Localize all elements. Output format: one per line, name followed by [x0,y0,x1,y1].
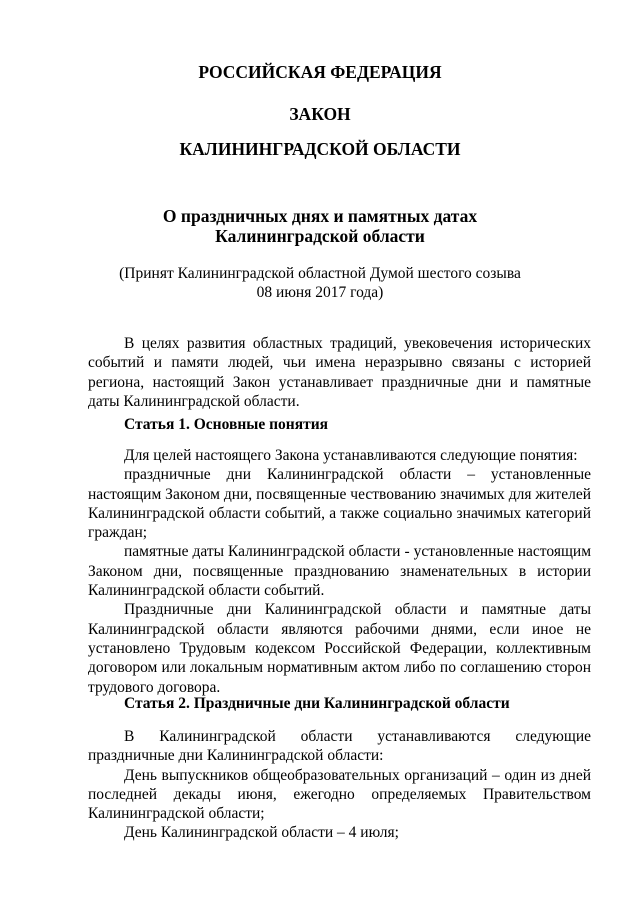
adoption-note-line-2: 08 июня 2017 года) [256,284,384,301]
article-1-paragraph: Для целей настоящего Закона устанавливаются следующие понятия: [124,447,578,464]
article-2-paragraph: День выпускников общеобразовательных организаций – один из дней последней декады июня, ежегодно определяемых Правительством Калининградской области; [88,766,591,823]
article-1-paragraph: праздничные дни Калининградской области – установленные настоящим Законом дни, посвященные чествованию значимых для жителей Калининградской области событий, а также социально значимых категорий граждан; [88,466,591,542]
adoption-note [0,264,640,302]
article-1-heading: Статья 1. Основные понятия [124,416,329,433]
article-1-paragraph: Праздничные дни Калининградской области и памятные даты Калининградской области являются рабочими днями, если иное не установлено Трудовым кодексом Российской Федерации, коллективным договором или локальным нормативным актом либо по соглашению сторон трудового договора. [88,601,591,696]
article-2-paragraph: День Калининградской области – 4 июля; [124,824,399,842]
region-heading: КАЛИНИНГРАДСКОЙ ОБЛАСТИ [179,139,461,159]
article-2-body [88,727,591,843]
article-1-heading-block [88,415,591,434]
article-1-paragraph: памятные даты Калининградской области - установленные настоящим Законом дни, посвященные празднованию знаменательных в истории Калининградской области событий. [88,543,591,600]
country-heading: РОССИЙСКАЯ ФЕДЕРАЦИЯ [198,62,442,82]
article-2-heading: Статья 2. Праздничные дни Калининградской области [124,695,510,712]
law-title [0,206,640,246]
preamble [88,334,591,411]
law-title-line-2: Калининградской области [215,226,425,246]
adoption-note-line-1: (Принят Калининградской областной Думой шестого созыва [119,265,521,282]
law-heading: ЗАКОН [289,104,351,124]
article-2-heading-block [88,694,591,713]
preamble-paragraph: В целях развития областных традиций, увековечения исторических событий и памяти людей, чьи имена неразрывно связаны с историей региона, настоящий Закон устанавливает праздничные дни и памятные даты Калининградской области. [88,335,591,410]
law-title-line-1: О праздничных днях и памятных датах [162,206,478,226]
article-2-paragraph: В Калининградской области устанавливаются следующие праздничные дни Калининградской области: [88,728,591,765]
article-1-body [88,446,591,697]
